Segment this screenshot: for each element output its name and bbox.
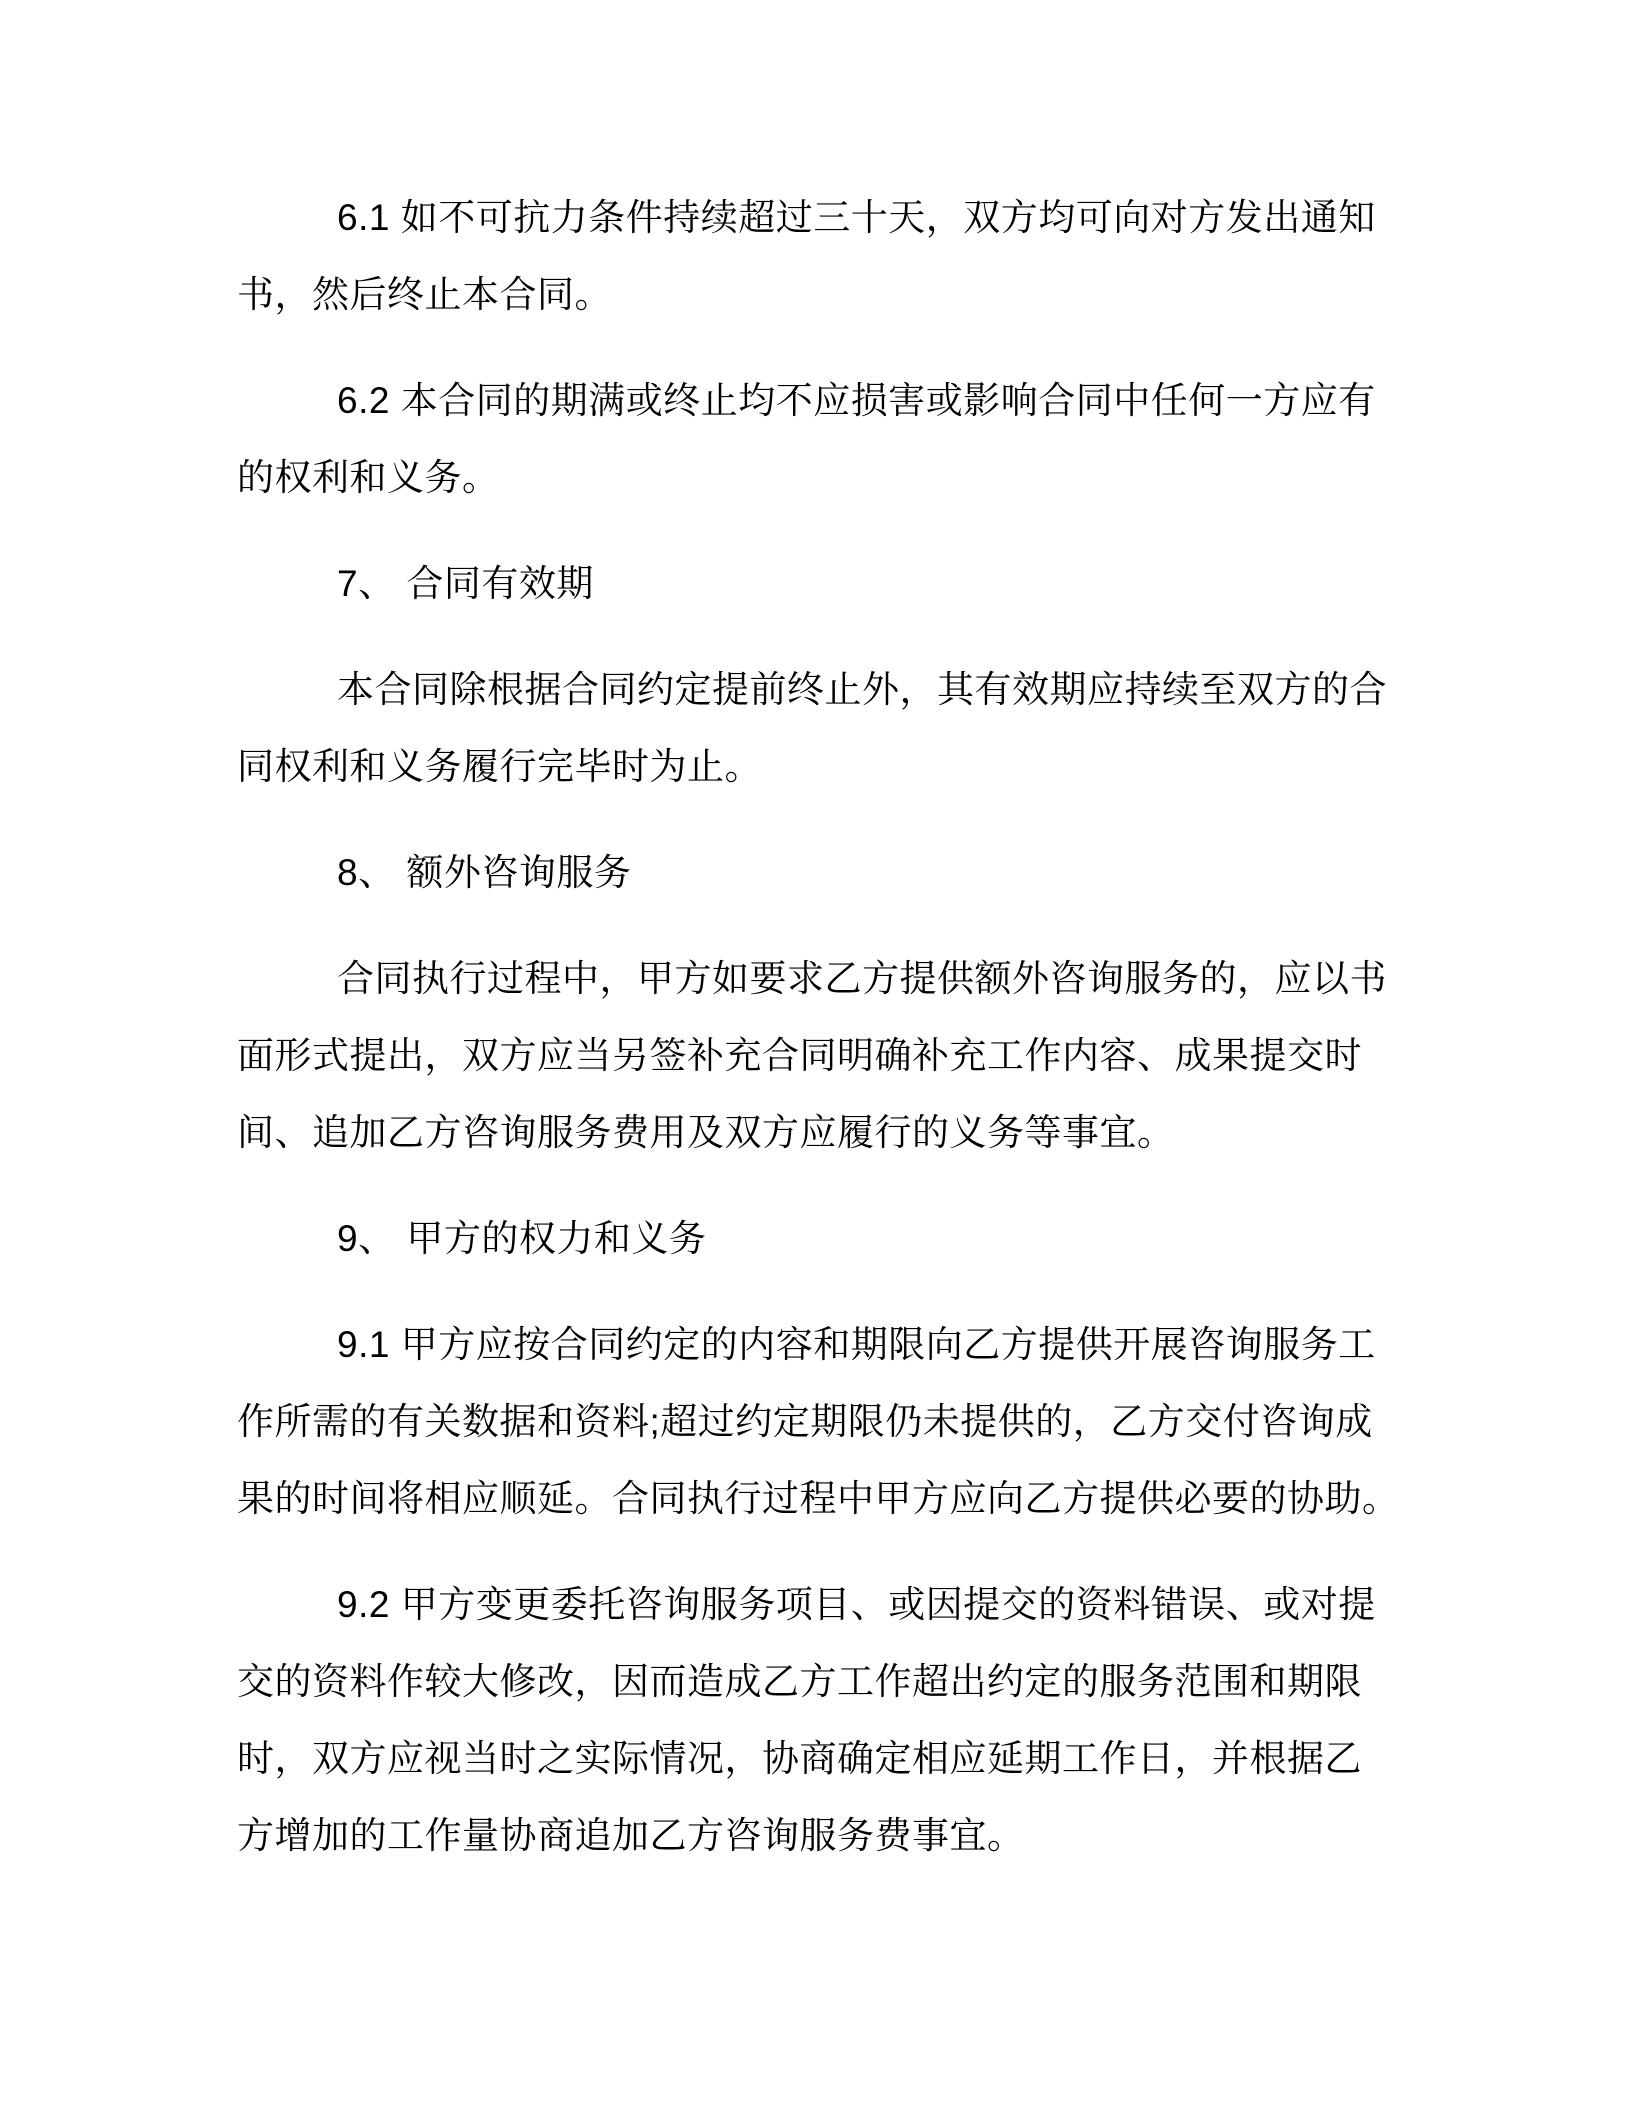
contract-paragraph-heading-8	[237, 834, 1397, 911]
text-line: 7、 合同有效期	[337, 563, 594, 604]
text-line: 书，然后终止本合同。	[237, 274, 612, 315]
contract-paragraph-clause-6-2	[237, 362, 1397, 516]
contract-paragraph-clause-7-body	[237, 651, 1397, 805]
text-line: 交的资料作较大修改，因而造成乙方工作超出约定的服务范围和期限	[237, 1661, 1362, 1702]
contract-page-content	[237, 179, 1400, 1903]
text-line: 9、 甲方的权力和义务	[337, 1218, 707, 1259]
text-line: 的权利和义务。	[237, 457, 500, 498]
text-line: 果的时间将相应顺延。合同执行过程中甲方应向乙方提供必要的协助。	[237, 1478, 1400, 1519]
contract-paragraph-clause-9-2	[237, 1566, 1397, 1874]
text-line: 面形式提出，双方应当另签补充合同明确补充工作内容、成果提交时	[237, 1035, 1362, 1076]
text-line: 合同执行过程中，甲方如要求乙方提供额外咨询服务的，应以书	[337, 958, 1387, 999]
text-line: 本合同除根据合同约定提前终止外，其有效期应持续至双方的合	[337, 669, 1387, 710]
contract-paragraph-clause-8-body	[237, 940, 1397, 1171]
text-line: 6.1 如不可抗力条件持续超过三十天，双方均可向对方发出通知	[337, 197, 1376, 238]
contract-paragraph-clause-9-1	[237, 1306, 1400, 1537]
text-line: 方增加的工作量协商追加乙方咨询服务费事宜。	[237, 1815, 1025, 1856]
text-line: 9.1 甲方应按合同约定的内容和期限向乙方提供开展咨询服务工	[337, 1324, 1376, 1365]
contract-paragraph-clause-6-1	[237, 179, 1397, 333]
text-line: 8、 额外咨询服务	[337, 852, 632, 893]
text-line: 时，双方应视当时之实际情况，协商确定相应延期工作日，并根据乙	[237, 1738, 1362, 1779]
text-line: 间、追加乙方咨询服务费用及双方应履行的义务等事宜。	[237, 1112, 1175, 1153]
text-line: 9.2 甲方变更委托咨询服务项目、或因提交的资料错误、或对提	[337, 1584, 1376, 1625]
contract-paragraph-heading-7	[237, 545, 1397, 622]
text-line: 同权利和义务履行完毕时为止。	[237, 746, 762, 787]
text-line: 作所需的有关数据和资料;超过约定期限仍未提供的，乙方交付咨询成	[237, 1401, 1373, 1442]
contract-paragraph-heading-9	[237, 1200, 1397, 1277]
text-line: 6.2 本合同的期满或终止均不应损害或影响合同中任何一方应有	[337, 380, 1376, 421]
